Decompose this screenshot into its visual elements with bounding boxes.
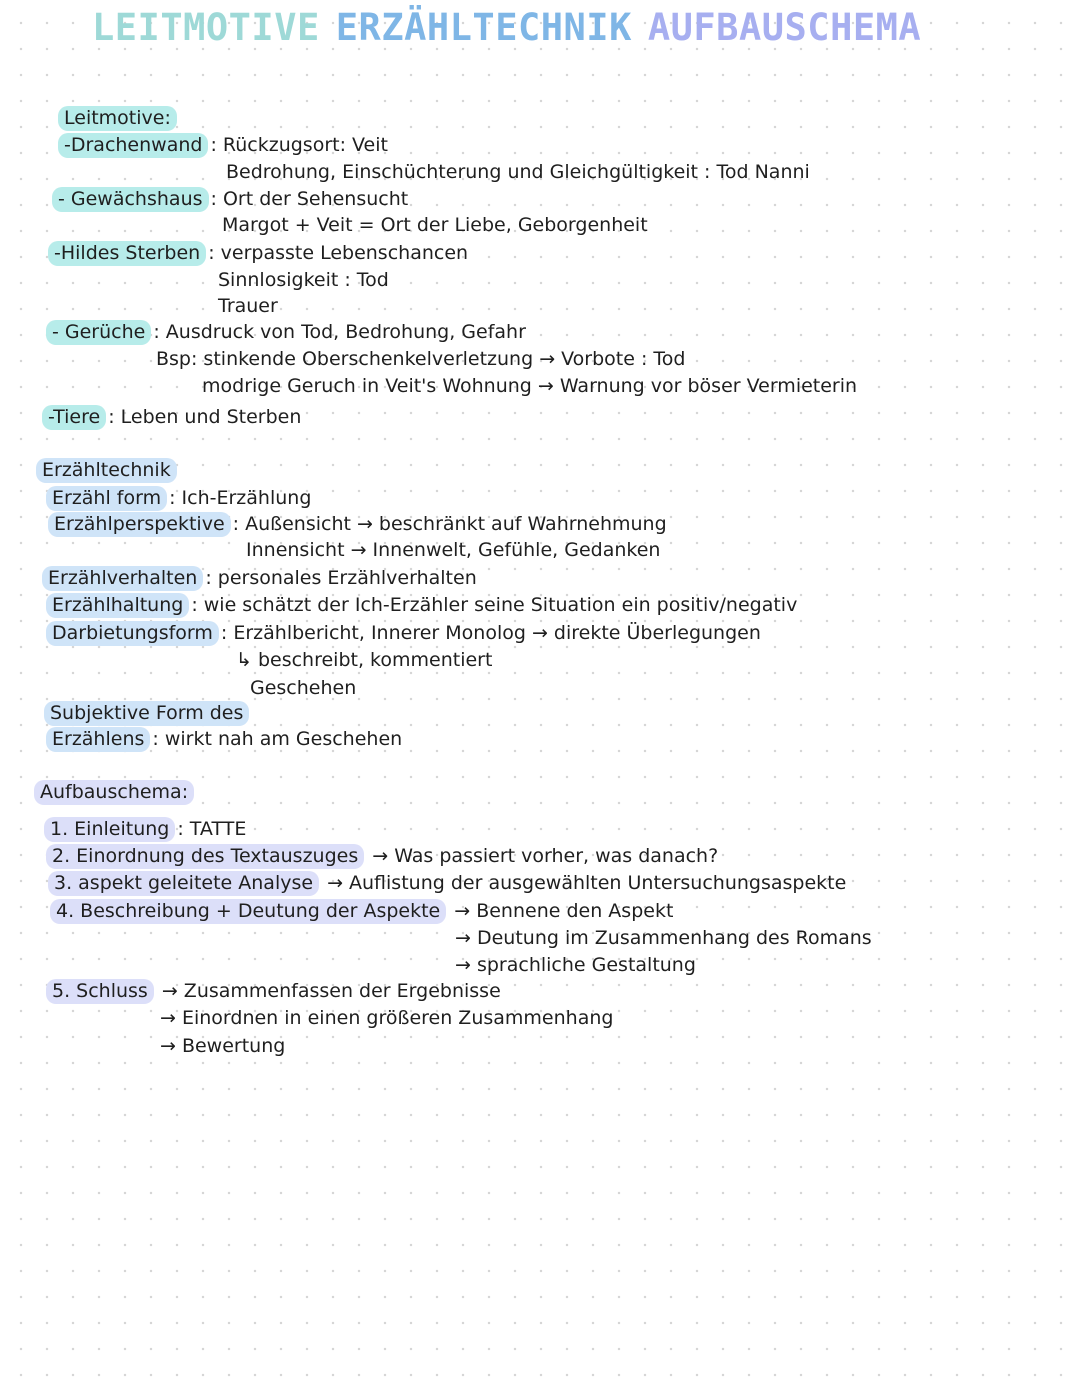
erzaehlverhalten-value: : personales Erzählverhalten bbox=[205, 567, 477, 589]
schema-step-3 bbox=[48, 871, 846, 895]
technik-erzaehlform bbox=[46, 486, 311, 510]
step5-line3: → Bewertung bbox=[160, 1035, 286, 1057]
title-leitmotive: LEITMOTIVE bbox=[92, 6, 320, 49]
gerueche-line2: Bsp: stinkende Oberschenkelverletzung → Vorbote : Tod bbox=[156, 348, 686, 370]
step2-label: 2. Einordnung des Textauszuges bbox=[46, 844, 364, 869]
gewaechshaus-line1: : Ort der Sehensucht bbox=[210, 188, 409, 210]
motif-gewaechshaus bbox=[52, 187, 408, 211]
tiere-line1: : Leben und Sterben bbox=[108, 406, 302, 428]
title-erzaehltechnik: ERZÄHLTECHNIK bbox=[335, 6, 632, 49]
drachenwand-line1: : Rückzugsort: Veit bbox=[210, 134, 388, 156]
step4-label: 4. Beschreibung + Deutung der Aspekte bbox=[50, 899, 446, 924]
motif-gerueche bbox=[46, 320, 526, 344]
gerueche-line1: : Ausdruck von Tod, Bedrohung, Gefahr bbox=[153, 321, 526, 343]
motif-hildes-sterben bbox=[48, 241, 468, 265]
step4-line3: → sprachliche Gestaltung bbox=[455, 954, 696, 976]
erzaehlform-label: Erzähl form bbox=[46, 486, 167, 511]
erzaehlhaltung-value: : wie schätzt der Ich-Erzähler seine Situation ein positiv/negativ bbox=[191, 594, 798, 616]
aufbauschema-heading: Aufbauschema: bbox=[34, 780, 194, 805]
step3-value: → Auflistung der ausgewählten Untersuchungsaspekte bbox=[327, 872, 847, 894]
schema-step-1 bbox=[44, 817, 246, 841]
hildes-sterben-label: -Hildes Sterben bbox=[48, 241, 206, 266]
hildes-sterben-line1: : verpasste Lebenschancen bbox=[208, 242, 469, 264]
step4-line2: → Deutung im Zusammenhang des Romans bbox=[455, 927, 872, 949]
step5-line2: → Einordnen in einen größeren Zusammenhang bbox=[160, 1007, 614, 1029]
drachenwand-label: -Drachenwand bbox=[58, 133, 208, 158]
section-heading-erzaehltechnik bbox=[36, 458, 179, 482]
technik-erzaehlens bbox=[46, 727, 402, 751]
darbietungsform-label: Darbietungsform bbox=[46, 621, 219, 646]
section-heading-leitmotive bbox=[58, 106, 179, 130]
subjektive-form-label: Subjektive Form des bbox=[44, 701, 249, 726]
section-heading-aufbauschema bbox=[34, 780, 196, 804]
drachenwand-line2: Bedrohung, Einschüchterung und Gleichgültigkeit : Tod Nanni bbox=[226, 161, 810, 183]
step3-label: 3. aspekt geleitete Analyse bbox=[48, 871, 319, 896]
darbietungsform-line1: : Erzählbericht, Innerer Monolog → direkte Überlegungen bbox=[220, 622, 761, 644]
technik-darbietungsform bbox=[46, 621, 761, 645]
tiere-label: -Tiere bbox=[42, 405, 106, 430]
technik-erzaehlverhalten bbox=[42, 566, 477, 590]
motif-tiere bbox=[42, 405, 301, 429]
motif-drachenwand bbox=[58, 133, 388, 157]
hildes-sterben-line3: Trauer bbox=[218, 295, 278, 317]
schema-step-4 bbox=[50, 899, 673, 923]
erzaehlperspektive-line1: : Außensicht → beschränkt auf Wahrnehmung bbox=[232, 513, 667, 535]
schema-step-5 bbox=[46, 979, 501, 1003]
title-aufbauschema: AUFBAUSCHEMA bbox=[647, 6, 922, 49]
erzaehlens-label: Erzählens bbox=[46, 727, 150, 752]
erzaehlens-value: : wirkt nah am Geschehen bbox=[152, 728, 403, 750]
page-title bbox=[92, 6, 937, 49]
erzaehlverhalten-label: Erzählverhalten bbox=[42, 566, 203, 591]
gerueche-label: - Gerüche bbox=[46, 320, 151, 345]
step4-line1: → Bennene den Aspekt bbox=[454, 900, 674, 922]
step1-value: : TATTE bbox=[177, 818, 247, 840]
leitmotive-heading: Leitmotive: bbox=[58, 106, 177, 131]
step5-line1: → Zusammenfassen der Ergebnisse bbox=[161, 980, 501, 1002]
darbietungsform-line2: ↳ beschreibt, kommentiert bbox=[236, 649, 493, 671]
gerueche-line3: modrige Geruch in Veit's Wohnung → Warnung vor böser Vermieterin bbox=[202, 375, 858, 397]
erzaehlform-value: : Ich-Erzählung bbox=[169, 487, 312, 509]
technik-erzaehlhaltung bbox=[46, 593, 797, 617]
erzaehlhaltung-label: Erzählhaltung bbox=[46, 593, 189, 618]
schema-step-2 bbox=[46, 844, 718, 868]
gewaechshaus-label: - Gewächshaus bbox=[52, 187, 209, 212]
erzaehltechnik-heading: Erzähltechnik bbox=[36, 458, 177, 483]
hildes-sterben-line2: Sinnlosigkeit : Tod bbox=[218, 269, 389, 291]
step1-label: 1. Einleitung bbox=[44, 817, 175, 842]
step5-label: 5. Schluss bbox=[46, 979, 154, 1004]
darbietungsform-line3: Geschehen bbox=[250, 677, 357, 699]
erzaehlperspektive-label: Erzählperspektive bbox=[48, 512, 231, 537]
technik-subjektive-form bbox=[44, 701, 251, 725]
step2-value: → Was passiert vorher, was danach? bbox=[372, 845, 719, 867]
erzaehlperspektive-line2: Innensicht → Innenwelt, Gefühle, Gedanken bbox=[246, 539, 661, 561]
gewaechshaus-line2: Margot + Veit = Ort der Liebe, Geborgenheit bbox=[222, 214, 648, 236]
technik-erzaehlperspektive bbox=[48, 512, 667, 536]
